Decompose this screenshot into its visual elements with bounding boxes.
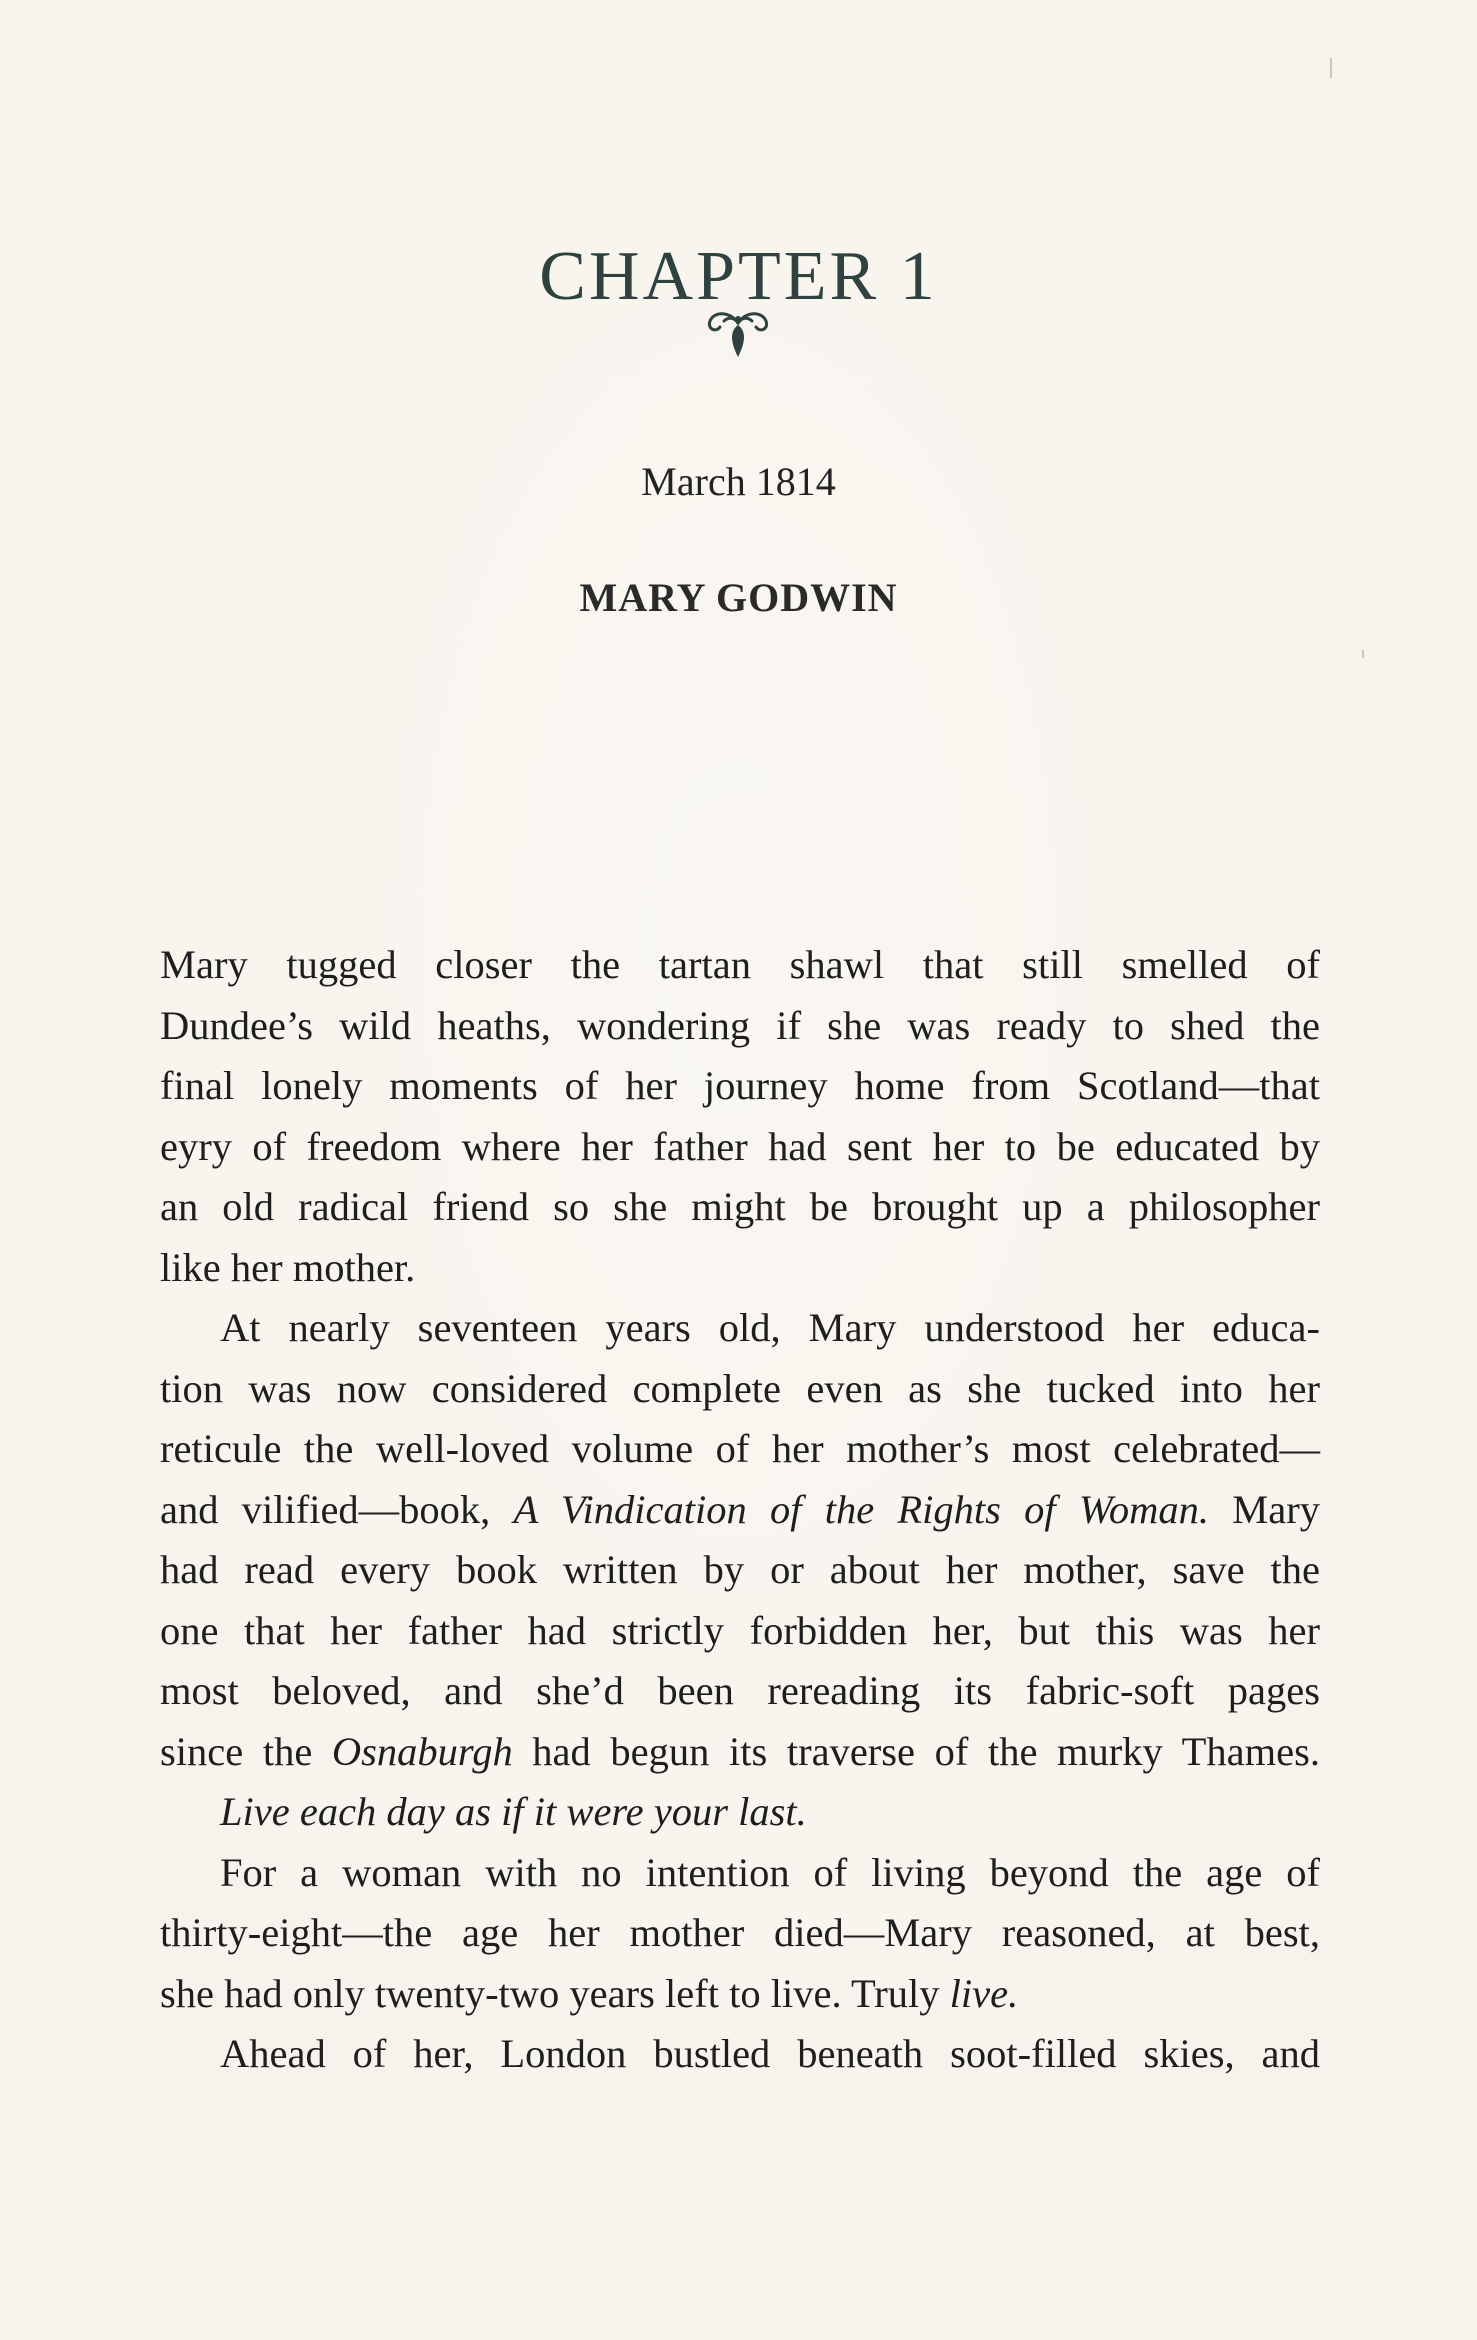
fleuron-ornament-icon	[700, 305, 776, 363]
text-line: one that her father had strictly forbidden her, but this was her	[160, 1607, 1320, 1653]
text-line	[160, 1782, 1320, 1843]
pov-character-heading: MARY GODWIN	[579, 575, 898, 620]
text-segment: and vilified—book,	[160, 1486, 514, 1532]
text-line: Ahead of her, London bustled beneath soot-filled skies, and	[220, 2031, 1320, 2076]
text-line	[160, 1722, 1320, 1783]
ship-name-italic: Osnaburgh	[331, 1728, 513, 1774]
text-line	[160, 1480, 1320, 1541]
text-segment: she had only twenty-two years left to live. Truly	[160, 1970, 950, 2016]
chapter-date: March 1814	[641, 459, 836, 504]
text-line: like her mother.	[160, 1244, 416, 1290]
text-segment: since the	[160, 1728, 332, 1774]
text-segment: had begun its traverse of the murky Thames.	[512, 1728, 1320, 1774]
chapter-title: CHAPTER 1	[539, 237, 938, 315]
text-line: final lonely moments of her journey home from Scotland—that	[160, 1063, 1320, 1108]
text-line: thirty-eight—the age her mother died—Mary reasoned, at best,	[160, 1910, 1320, 1955]
text-line: eyry of freedom where her father had sent her to be educated by	[160, 1123, 1320, 1169]
text-line: an old radical friend so she might be brought up a philosopher	[160, 1184, 1320, 1229]
text-line: At nearly seventeen years old, Mary understood her educa-	[220, 1305, 1320, 1350]
text-line: reticule the well-loved volume of her mother’s most celebrated—	[160, 1426, 1320, 1471]
text-line: Dundee’s wild heaths, wondering if she was ready to shed the	[160, 1002, 1320, 1048]
text-line: tion was now considered complete even as she tucked into her	[160, 1365, 1320, 1411]
text-line: most beloved, and she’d been rereading its fabric-soft pages	[160, 1668, 1320, 1713]
text-line: Mary tugged closer the tartan shawl that still smelled of	[160, 942, 1320, 987]
text-segment: Mary	[1209, 1486, 1321, 1532]
emphasis-italic: live.	[949, 1970, 1019, 2016]
text-line: had read every book written by or about her mother, save the	[160, 1547, 1320, 1592]
page-edge-mark	[1362, 650, 1364, 658]
body-text	[160, 935, 1320, 2085]
page-edge-mark	[1330, 58, 1332, 78]
book-title-italic: A Vindication of the Rights of Woman.	[513, 1486, 1210, 1532]
text-line	[160, 1964, 1320, 2025]
text-line: For a woman with no intention of living beyond the age of	[220, 1849, 1320, 1895]
quotation-italic: Live each day as if it were your last.	[220, 1789, 807, 1834]
